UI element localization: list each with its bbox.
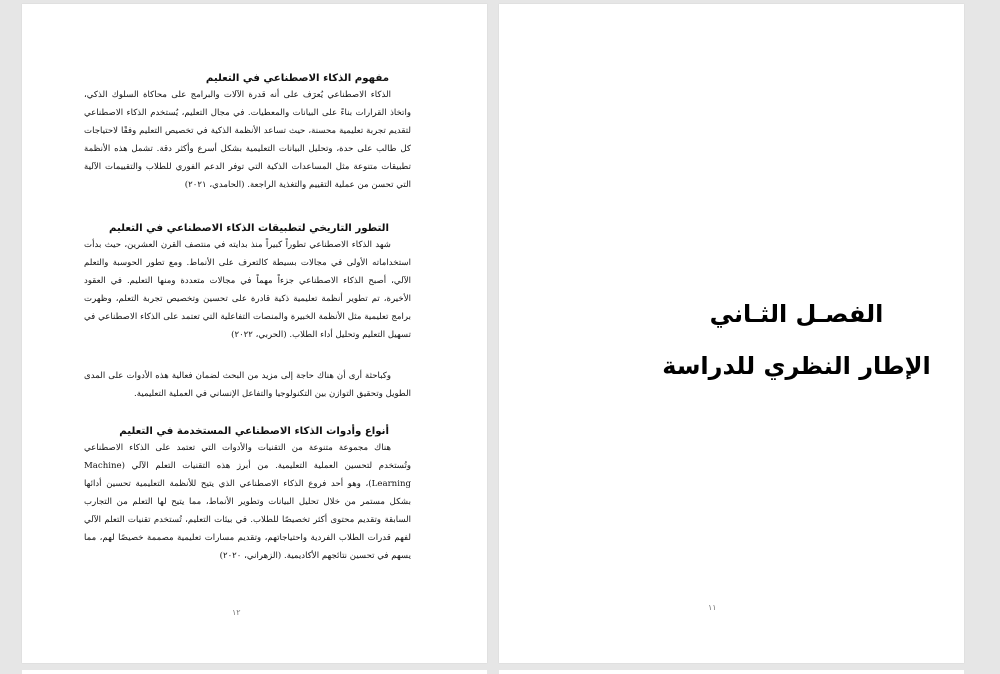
section-heading: مفهوم الذكاء الاصطناعي في التعليم: [205, 73, 389, 84]
chapter-number: الفصـل الثـاني: [709, 300, 884, 328]
page-11: [499, 4, 964, 663]
page-number: ١١: [708, 603, 717, 612]
next-page-edge: [499, 670, 964, 674]
section-heading: التطور التاريخي لتطبيقات الذكاء الاصطناعي في التعليم: [109, 223, 389, 234]
section-researcher-opinion: [84, 367, 411, 403]
page-number: ١٢: [232, 608, 241, 617]
page-12: [22, 4, 487, 663]
next-page-edge: [22, 670, 487, 674]
section-heading: أنواع وأدوات الذكاء الاصطناعي المستخدمة في التعليم: [119, 426, 389, 437]
chapter-title: الإطار النظري للدراسة: [662, 352, 931, 380]
section-paragraph: شهد الذكاء الاصطناعي تطوراً كبيراً منذ بدايته في منتصف القرن العشرين، حيث بدأت استخداماته الأولى في مجالات بسيطة كالتعرف على الأنماط. ومع تطور الحوسبة والتعلم الآلي، أصبح الذكاء الاصطناعي جزءاً مهماً في مجالات متعددة ومنها التعليم. في العقود الأخيرة، تم تطوير أنظمة تعليمية ذكية قادرة على تحسين وتخصيص تجربة التعلم، وظهرت برامج تعليمية مثل الأنظمة الخبيرة والمنصات التفاعلية التي تعتمد على الذكاء الاصطناعي في تسهيل التعليم وتحليل أداء الطلاب. (الحربي، ٢٠٢٢): [84, 240, 411, 340]
section-ai-tools: [84, 425, 411, 565]
section-ai-concept: [84, 72, 411, 194]
section-ai-history: [84, 222, 411, 344]
section-paragraph: هناك مجموعة متنوعة من التقنيات والأدوات التي تعتمد على الذكاء الاصطناعي وتُستخدم لتحسين العملية التعليمية. من أبرز هذه التقنيات التعلم الآلي (Machine Learning)، وهو أحد فروع الذكاء الاصطناعي الذي يتيح للأنظمة التعليمية تحسين أدائها بشكل مستمر من خلال تحليل البيانات وتطوير الأنماط، مما يتيح لها التعلم من التجارب السابقة وتقديم محتوى أكثر تخصيصًا للطلاب. في بيئات التعليم، تُستخدم تقنيات التعلم الآلي لفهم قدرات الطلاب الفردية واحتياجاتهم، وتقديم مسارات تعليمية مصممة خصيصًا لهم، مما يسهم في تحسين نتائجهم الأكاديمية. (الزهراني، ٢٠٢٠): [84, 443, 411, 561]
section-paragraph: وكباحثة أرى أن هناك حاجة إلى مزيد من البحث لضمان فعالية هذه الأدوات على المدى الطويل وتحقيق التوازن بين التكنولوجيا والتفاعل الإنساني في العملية التعليمية.: [84, 371, 411, 399]
section-paragraph: الذكاء الاصطناعي يُعرَف على أنه قدرة الآلات والبرامج على محاكاة السلوك الذكي، واتخاذ القرارات بناءً على البيانات والمعطيات. في مجال التعليم، يُستخدم الذكاء الاصطناعي لتقديم تجربة تعليمية محسنة، حيث تساعد الأنظمة الذكية في تخصيص التعليم وفقًا لاحتياجات كل طالب على حدة، وتحليل البيانات التعليمية بشكل أسرع وأكثر دقة. تشمل هذه الأنظمة تطبيقات متنوعة مثل المساعدات الذكية التي توفر الدعم الفوري للطلاب والتقييمات الآلية التي تحسن من عملية التقييم والتغذية الراجعة. (الحامدي، ٢٠٢١): [84, 90, 411, 190]
